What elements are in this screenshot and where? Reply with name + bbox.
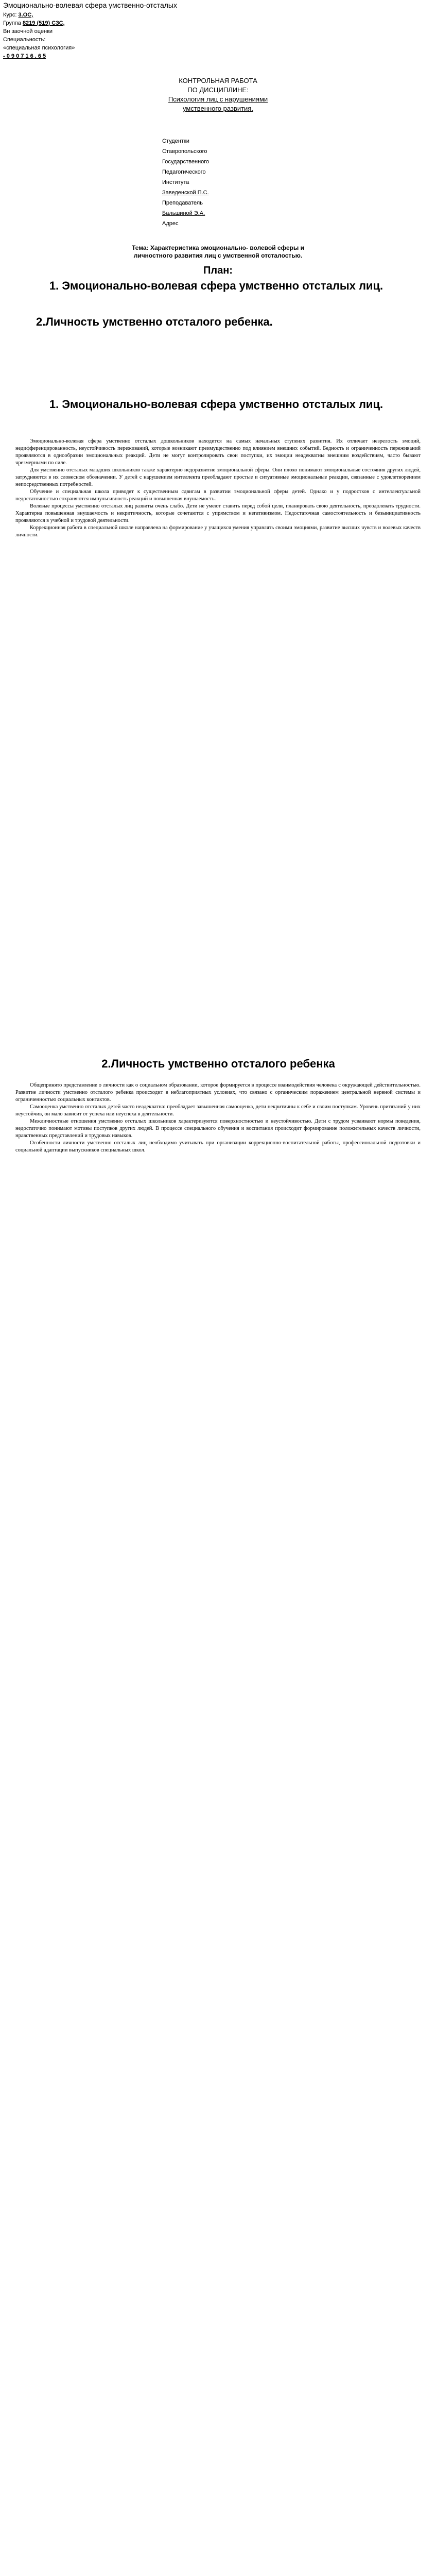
section-2-paragraph: Самооценка умственно отсталых детей часто неадекватна: преобладает завышенная самооценка, дети некритичны к себе и своим поступкам. Уровень притязаний у них неустойчив, он мало зависит от успеха или неуспеха в деятельности. <box>15 1104 421 1117</box>
document-title: Эмоционально-волевая сфера умственно-отсталых <box>3 1 177 9</box>
plan-item-2: 2.Личность умственно отсталого ребенка. <box>36 315 273 328</box>
section-2-paragraph: Межличностные отношения умственно отсталых школьников характеризуются поверхностностью и неустойчивостью. Дети с трудом усваивают нормы поведения, недостаточно понимают мотивы поступков других людей. В процессе специального обучения и воспитания происходит формирование положительных качеств личности, нравственных представлений и трудовых навыков. <box>15 1118 421 1139</box>
signature-line-5: Института <box>162 179 189 185</box>
group-label: Группа <box>3 20 21 26</box>
cover-line-4 <box>0 104 436 113</box>
section-1-paragraph: Эмоционально-волевая сфера умственно отсталых дошкольников находится на самых начальных ступенях развития. Их отличает незрелость эмоций, недифференцированность, неустойчивость переживаний, которые возникают преимущественно под влиянием внешних событий. Бедность и ограниченность переживаний проявляются в однообразии эмоциональных реакций. Дети не могут контролировать свои поступки, их эмоции неадекватны внешним воздействиям, часто бывают чрезмерными по силе. <box>15 438 421 466</box>
discipline-line-2: умственного развития. <box>183 105 253 112</box>
plan-title: План: <box>203 265 233 276</box>
section-1-body <box>15 438 421 539</box>
meta-code <box>3 53 46 60</box>
section-1-paragraph: Волевые процессы умственно отсталых лиц развиты очень слабо. Дети не умеют ставить перед собой цели, планировать свою деятельность, преодолевать трудности. Характерна повышенная внушаемость и некритичность, которые сочетаются с упрямством и негативизмом. Недостаточная самостоятельность и безынициативность проявляются в учебной и трудовой деятельности. <box>15 503 421 523</box>
section-1-paragraph: Обучение и специальная школа приводят к существенным сдвигам в развитии эмоциональной сферы детей. Однако и у подростков с интеллектуальной недостаточностью сохраняются импульсивность реакций и повышенная внушаемость. <box>15 489 421 502</box>
cover-line-1: КОНТРОЛЬНАЯ РАБОТА <box>179 77 257 84</box>
meta-specialty-label: Специальность: <box>3 37 46 43</box>
kurs-label: Курс: <box>3 12 17 18</box>
meta-education-form: Вн заочной оценки <box>3 28 53 35</box>
meta-group <box>3 20 65 27</box>
meta-kurs <box>3 11 33 19</box>
address-label: Адрес <box>162 221 179 227</box>
section-2-paragraph: Особенности личности умственно отсталых лиц необходимо учитывать при организации коррекционно-воспитательной работы, профессиональной подготовки и социальной адаптации выпускников специальных школ. <box>15 1140 421 1153</box>
teacher-name-value: Бальшиной Э.А. <box>162 210 205 216</box>
student-name-value: Заведенской П.С. <box>162 190 209 196</box>
cover-line-3 <box>0 95 436 104</box>
section-1-paragraph: Коррекционная работа в специальной школе направлена на формирование у учащихся умения управлять своими эмоциями, развитие высших чувств и волевых качеств личности. <box>15 525 421 538</box>
signature-line-1: Студентки <box>162 138 189 144</box>
teacher-name <box>162 210 205 217</box>
section-1-title: 1. Эмоционально-волевая сфера умственно отсталых лиц. <box>49 398 383 411</box>
signature-line-3: Государственного <box>162 159 210 165</box>
signature-line-4: Педагогического <box>162 169 206 175</box>
discipline-line-1: Психология лиц с нарушениями <box>168 95 268 103</box>
theme-line-2: личностного развития лиц с умственной отсталостью. <box>133 252 303 259</box>
group-value: 8219 (519) СЗС, <box>22 20 65 26</box>
section-2-body <box>15 1082 421 1154</box>
meta-specialty-value: «специальная психология» <box>3 45 75 51</box>
kurs-value: 3.ОС, <box>18 12 33 18</box>
code-value: - 0 9 0 7 1 6 . 6 5 <box>3 53 46 59</box>
teacher-label: Преподаватель <box>162 200 203 206</box>
plan-item-1: 1. Эмоционально-волевая сфера умственно отсталых лиц. <box>49 279 383 292</box>
section-1-paragraph: Для умственно отсталых младших школьников также характерно недоразвитие эмоциональной сферы. Они плохо понимают эмоциональные состояния других людей, затрудняются в их словесном обозначении. У детей с нарушением интеллекта преобладают простые и ситуативные эмоциональные реакции, связанные с удовлетворением непосредственных потребностей. <box>15 467 421 487</box>
signature-line-2: Ставропольского <box>162 148 207 155</box>
student-name <box>162 190 209 196</box>
cover-line-2: ПО ДИСЦИПЛИНЕ: <box>187 86 249 94</box>
theme-line-1: Тема: Характеристика эмоционально- волевой сферы и <box>132 244 304 251</box>
section-2-paragraph: Общепринято представление о личности как о социальном образовании, которое формируется в процессе взаимодействия человека с окружающей действительностью. Развитие личности умственно отсталого ребенка происходит в неблагоприятных условиях, что связано с органическим поражением центральной нервной системы и ограниченностью социальных контактов. <box>15 1082 421 1103</box>
section-2-title: 2.Личность умственно отсталого ребенка <box>101 1057 335 1070</box>
